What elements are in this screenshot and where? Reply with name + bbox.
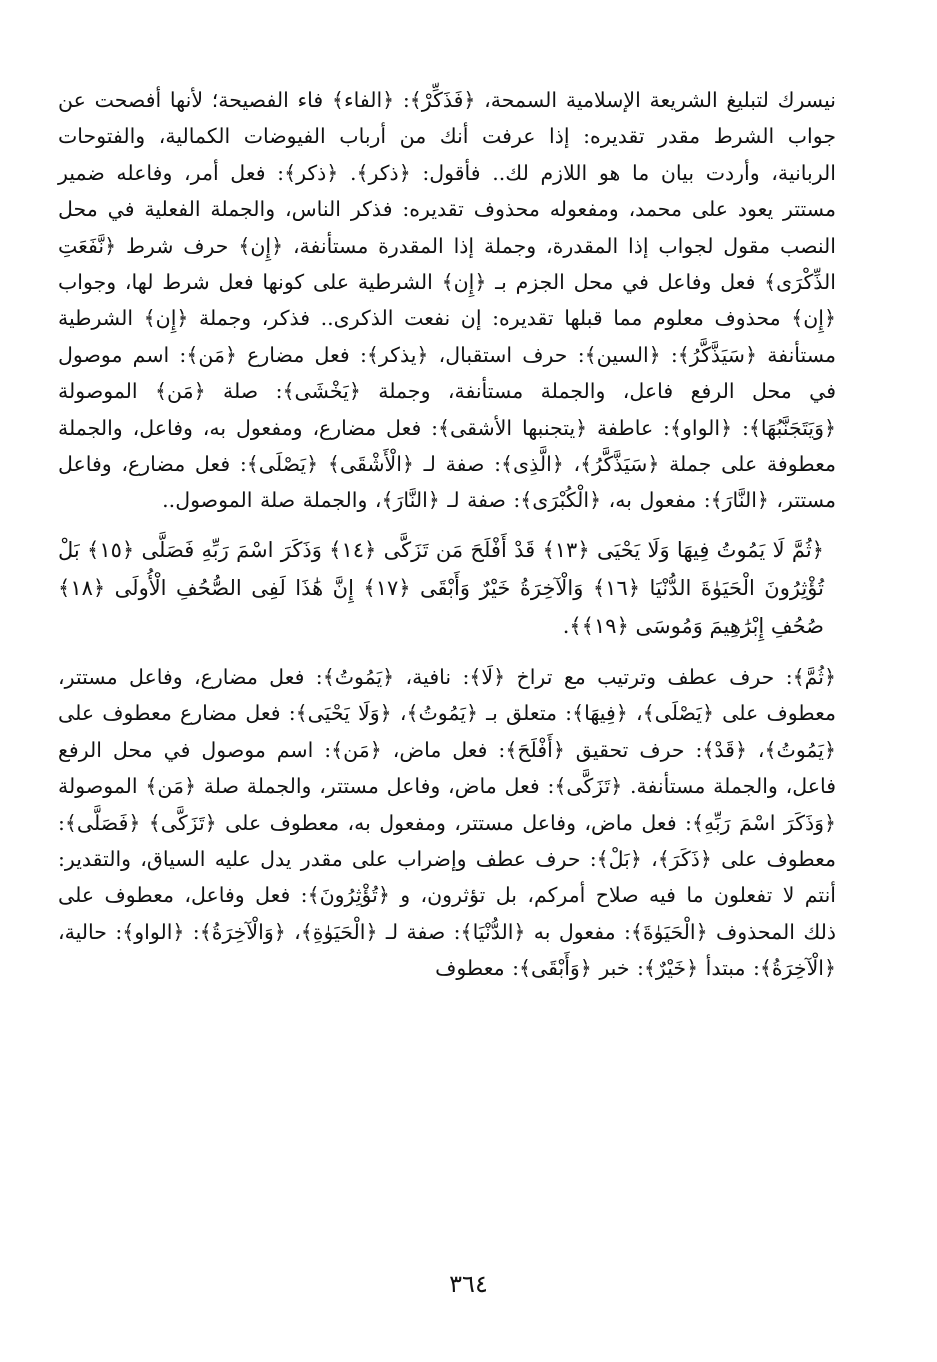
quran-verses: ﴿ثُمَّ لَا يَمُوتُ فِيهَا وَلَا يَحْيَى ﴿١٣﴾ قَدْ أَفْلَحَ مَن تَزَكَّى ﴿١٤﴾ وَذَكَرَ اسْمَ رَبِّهِ فَصَلَّى ﴿١٥﴾ بَلْ تُؤْثِرُونَ الْحَيَوٰةَ الدُّنْيَا ﴿١٦﴾ وَالْآخِرَةُ خَيْرٌ وَأَبْقَى ﴿١٧﴾ إِنَّ هَٰذَا لَفِى الصُّحُفِ الْأُولَى ﴿١٨﴾ صُحُفِ إِبْرَٰهِيمَ وَمُوسَى ﴿١٩﴾﴾. bbox=[58, 537, 824, 638]
page-body bbox=[58, 82, 836, 1302]
commentary-paragraph-2: ﴿ثُمَّ﴾: حرف عطف وترتيب مع تراخ ﴿لَا﴾: نافية، ﴿يَمُوتُ﴾: فعل مضارع، وفاعل مستتر، معطوف على ﴿يَصْلَى﴾، ﴿فِيهَا﴾: متعلق بـ ﴿يَمُوتُ﴾، ﴿وَلَا يَحْيَى﴾: فعل مضارع معطوف على ﴿يَمُوتُ﴾، ﴿قَدْ﴾: حرف تحقيق ﴿أَفْلَحَ﴾: فعل ماض، ﴿مَن﴾: اسم موصول في محل الرفع فاعل، والجملة مستأنفة. ﴿تَزَكَّى﴾: فعل ماض، وفاعل مستتر، والجملة صلة ﴿مَن﴾ الموصولة ﴿وَذَكَرَ اسْمَ رَبِّهِ﴾: فعل ماض، وفاعل مستتر، ومفعول به، معطوف على ﴿تَزَكَّى﴾ ﴿فَصَلَّى﴾: معطوف على ﴿ذَكَرَ﴾، ﴿بَلْ﴾: حرف عطف وإضراب على مقدر يدل عليه السياق، والتقدير: أنتم لا تفعلون ما فيه صلاح أمركم، بل تؤثرون، و ﴿تُؤْثِرُونَ﴾: فعل وفاعل، معطوف على ذلك المحذوف ﴿الْحَيَوٰةَ﴾: مفعول به ﴿الدُّنْيَا﴾: صفة لـ ﴿الْحَيَوٰةِ﴾، ﴿وَالْآخِرَةُ﴾: ﴿الواو﴾: حالية، ﴿الْآخِرَةُ﴾: مبتدأ ﴿خَيْرٌ﴾: خبر ﴿وَأَبْقَى﴾: معطوف bbox=[58, 664, 836, 981]
commentary-paragraph-1: نيسرك لتبليغ الشريعة الإسلامية السمحة، ﴿فَذَكِّرْ﴾: ﴿الفاء﴾ فاء الفصيحة؛ لأنها أفصحت عن جواب الشرط مقدر تقديره: إذا عرفت أنك من أرباب الفيوضات الكمالية، والفتوحات الربانية، وأردت بيان ما هو اللازم لك.. فأقول: ﴿ذكر﴾. ﴿ذكر﴾: فعل أمر، وفاعله ضمير مستتر يعود على محمد، ومفعوله محذوف تقديره: فذكر الناس، والجملة الفعلية في محل النصب مقول لجواب إذا المقدرة، وجملة إذا المقدرة مستأنفة، ﴿إِن﴾ حرف شرط ﴿نَّفَعَتِ الذِّكْرَى﴾ فعل وفاعل في محل الجزم بـ ﴿إِن﴾ الشرطية على كونها فعل شرط لها، وجواب ﴿إِن﴾ محذوف معلوم مما قبلها تقديره: إن نفعت الذكرى.. فذكر، وجملة ﴿إِن﴾ الشرطية مستأنفة ﴿سَيَذَّكَّرُ﴾: ﴿السين﴾: حرف استقبال، ﴿يذكر﴾: فعل مضارع ﴿مَن﴾: اسم موصول في محل الرفع فاعل، والجملة مستأنفة، وجملة ﴿يَخْشَى﴾: صلة ﴿مَن﴾ الموصولة ﴿وَيَتَجَنَّبُهَا﴾: ﴿الواو﴾: عاطفة ﴿يتجنبها الأشقى﴾: فعل مضارع، ومفعول به، وفاعل، والجملة معطوفة على جملة ﴿سَيَذَّكَّرُ﴾، ﴿الَّذِى﴾: صفة لـ ﴿الْأَشْقَى﴾ ﴿يَصْلَى﴾: فعل مضارع، وفاعل مستتر، ﴿النَّارَ﴾: مفعول به، ﴿الْكُبْرَى﴾: صفة لـ ﴿النَّارَ﴾، والجملة صلة الموصول.. bbox=[58, 88, 836, 513]
page-number: ٣٦٤ bbox=[449, 1270, 488, 1298]
